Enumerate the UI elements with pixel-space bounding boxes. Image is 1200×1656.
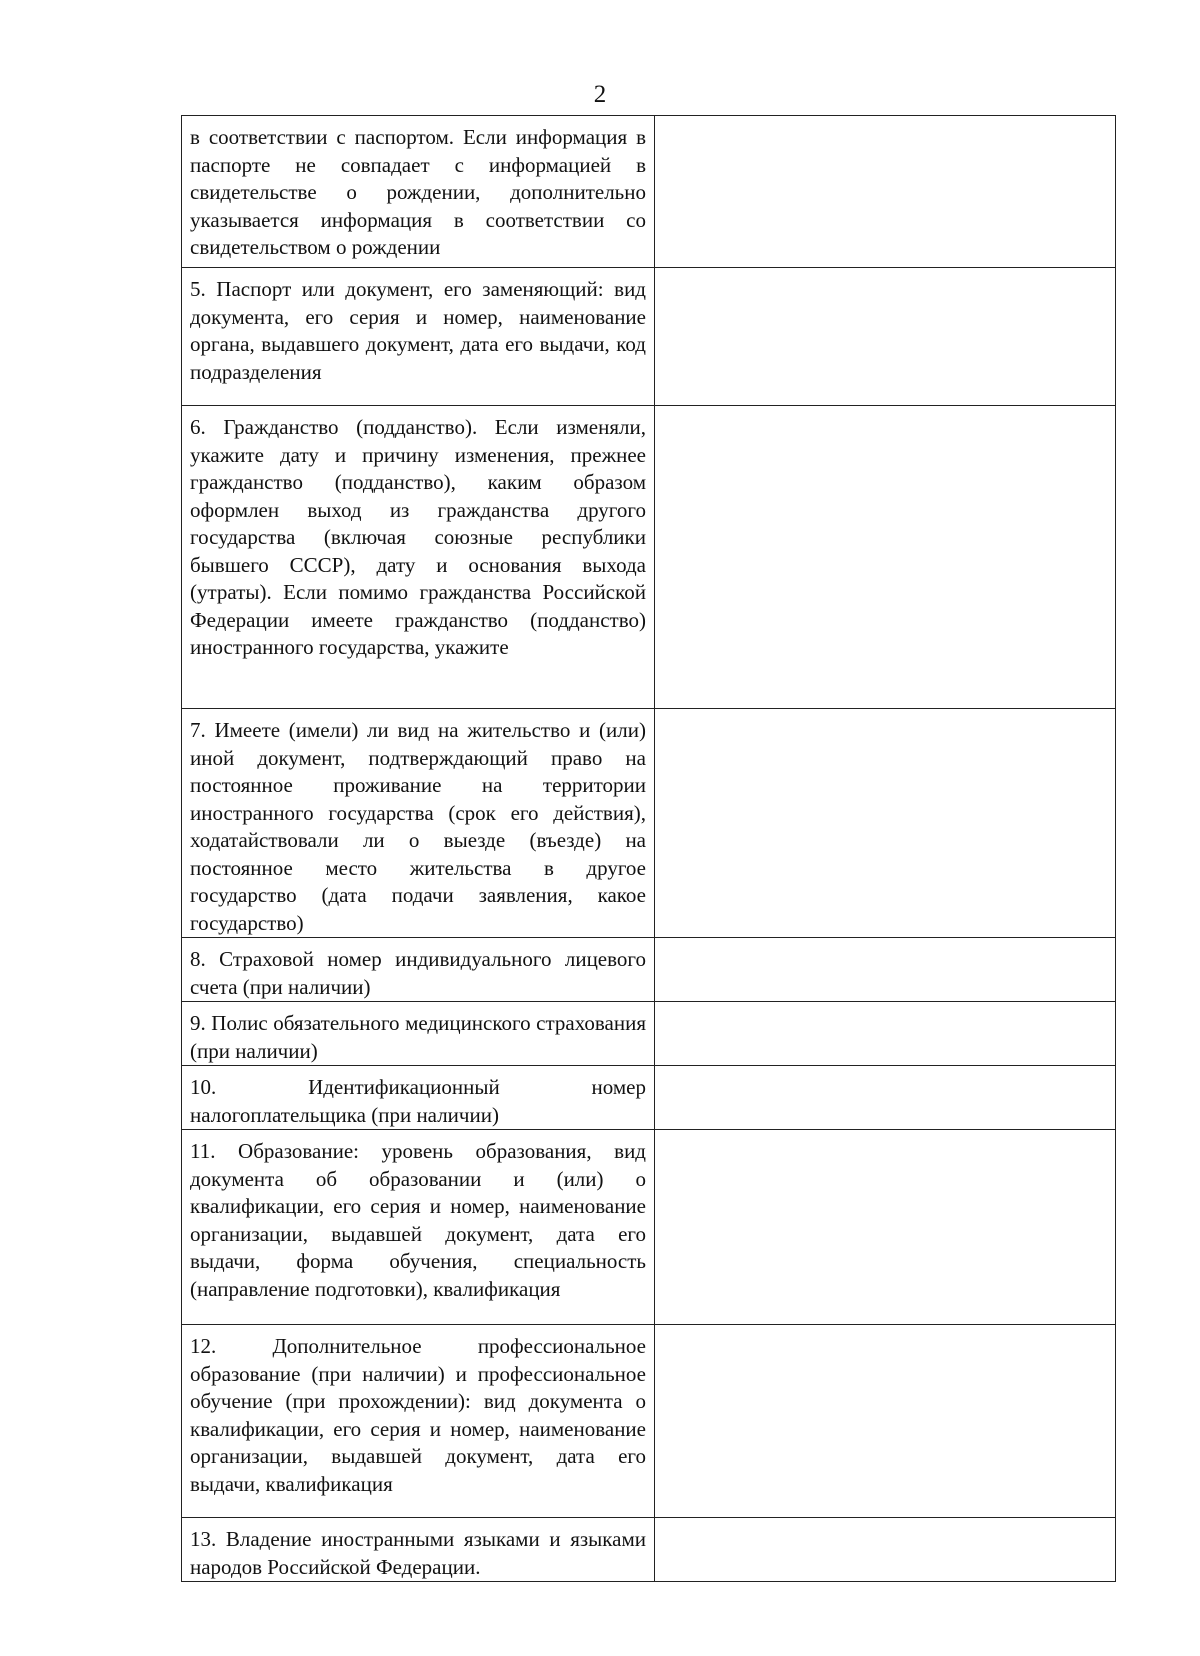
question-cell: 9. Полис обязательного медицинского страхования (при наличии): [182, 1002, 655, 1066]
answer-cell[interactable]: [655, 406, 1116, 709]
question-cell: в соответствии с паспортом. Если информация в паспорте не совпадает с информацией в свидетельстве о рождении, дополнительно указывается информация в соответствии со свидетельством о рождении: [182, 116, 655, 268]
answer-cell[interactable]: [655, 1518, 1116, 1582]
question-cell: 6. Гражданство (подданство). Если изменяли, укажите дату и причину изменения, прежнее гражданство (подданство), каким образом оформлен выход из гражданства другого государства (включая союзные республики бывшего СССР), дату и основания выхода (утраты). Если помимо гражданства Российской Федерации имеете гражданство (подданство) иностранного государства, укажите: [182, 406, 655, 709]
question-cell: 13. Владение иностранными языками и языками народов Российской Федерации.: [182, 1518, 655, 1582]
table-row: [182, 116, 1116, 268]
table-row: [182, 709, 1116, 938]
table-row: [182, 1066, 1116, 1130]
question-cell: 11. Образование: уровень образования, вид документа об образовании и (или) о квалификации, его серия и номер, наименование организации, выдавшей документ, дата его выдачи, форма обучения, специальность (направление подготовки), квалификация: [182, 1130, 655, 1325]
table-row: [182, 1130, 1116, 1325]
table-row: [182, 938, 1116, 1002]
question-cell: 12. Дополнительное профессиональное образование (при наличии) и профессиональное обучение (при прохождении): вид документа о квалификации, его серия и номер, наименование организации, выдавшей документ, дата его выдачи, квалификация: [182, 1325, 655, 1518]
answer-cell[interactable]: [655, 1066, 1116, 1130]
table-row: [182, 406, 1116, 709]
page-number: 2: [593, 81, 607, 108]
question-cell: 5. Паспорт или документ, его заменяющий: вид документа, его серия и номер, наименование органа, выдавшего документ, дата его выдачи, код подразделения: [182, 268, 655, 406]
table-row: [182, 1325, 1116, 1518]
table-row: [182, 1002, 1116, 1066]
answer-cell[interactable]: [655, 938, 1116, 1002]
question-cell: 8. Страховой номер индивидуального лицевого счета (при наличии): [182, 938, 655, 1002]
answer-cell[interactable]: [655, 268, 1116, 406]
questionnaire-table: [181, 115, 1116, 1582]
table-row: [182, 1518, 1116, 1582]
answer-cell[interactable]: [655, 1130, 1116, 1325]
table-row: [182, 268, 1116, 406]
question-cell: 10. Идентификационный номер налогоплательщика (при наличии): [182, 1066, 655, 1130]
answer-cell[interactable]: [655, 116, 1116, 268]
answer-cell[interactable]: [655, 1325, 1116, 1518]
answer-cell[interactable]: [655, 709, 1116, 938]
question-cell: 7. Имеете (имели) ли вид на жительство и (или) иной документ, подтверждающий право на постоянное проживание на территории иностранного государства (срок его действия), ходатайствовали ли о выезде (въезде) на постоянное место жительства в другое государство (дата подачи заявления, какое государство): [182, 709, 655, 938]
answer-cell[interactable]: [655, 1002, 1116, 1066]
